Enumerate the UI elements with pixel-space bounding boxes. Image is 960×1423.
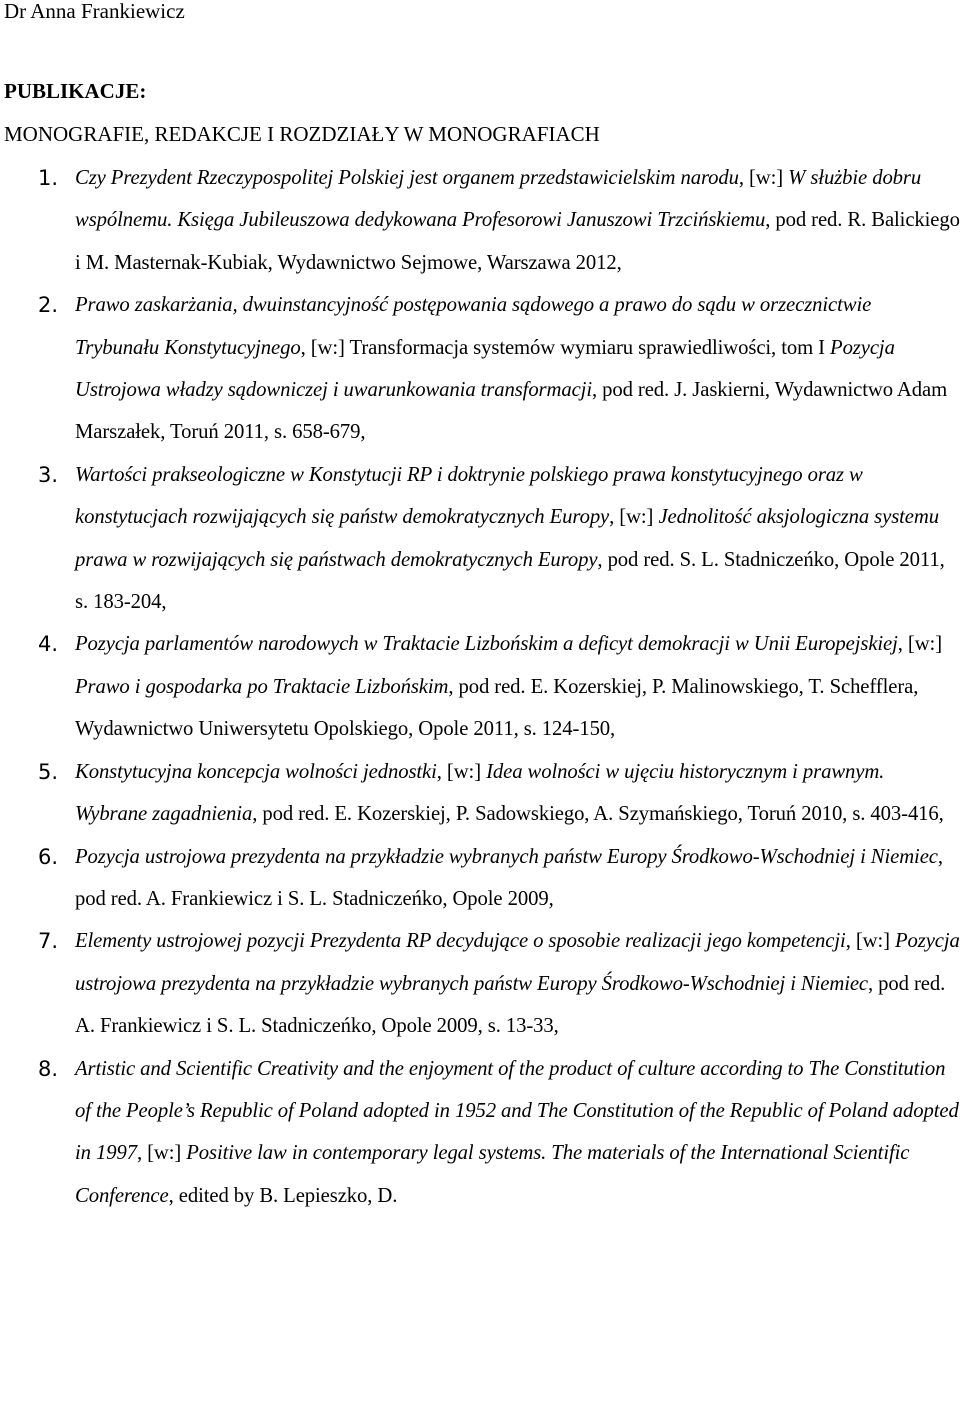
- item-number: 7.: [38, 929, 59, 954]
- work-title: Prawo zaskarżania, dwuinstancyjność postępowania sądowego a prawo do sądu w orzecznictwie Trybunału Konstytucyjnego: [75, 294, 872, 359]
- citation-text: , pod red. E. Kozerskiej, P. Sadowskiego, A. Szymańskiego, Toruń 2010, s. 403-416,: [252, 803, 944, 826]
- citation-text: , edited by B. Lepieszko, D.: [168, 1184, 398, 1207]
- item-citation: [75, 920, 960, 1047]
- citation-text: , pod red. A. Frankiewicz i S. L. Stadniczeńko, Opole 2009,: [75, 845, 943, 910]
- citation-text: , pod red. J. Jaskierni, Wydawnictwo Adam Marszałek, Toruń 2011, s. 658-679,: [75, 379, 948, 444]
- section-heading: MONOGRAFIE, REDAKCJE I ROZDZIAŁY W MONOGRAFIACH: [4, 122, 600, 146]
- citation-text: , [w:]: [436, 760, 487, 783]
- book-title: W służbie dobru wspólnemu. Księga Jubileuszowa dedykowana Profesorowi Januszowi Trzcińskiemu: [75, 167, 922, 232]
- citation-text: , [w:]: [136, 1142, 187, 1165]
- item-number: 5.: [38, 759, 59, 784]
- citation-text: , pod red. E. Kozerskiej, P. Malinowskiego, T. Schefflera, Wydawnictwo Uniwersytetu Opolskiego, Opole 2011, s. 124-150,: [75, 675, 919, 741]
- work-title: Konstytucyjna koncepcja wolności jednostki: [75, 760, 437, 783]
- item-number: 2.: [38, 293, 59, 318]
- publication-item: [0, 157, 960, 284]
- item-citation: [75, 836, 960, 921]
- publication-item: [0, 920, 960, 1047]
- publication-item: [0, 454, 960, 624]
- item-citation: [75, 454, 960, 624]
- work-title: Czy Prezydent Rzeczypospolitej Polskiej jest organem przedstawicielskim narodu: [75, 167, 739, 189]
- citation-text: , [w:]: [897, 633, 942, 656]
- citation-text: , pod red. A. Frankiewicz i S. L. Stadniczeńko, Opole 2009, s. 13-33,: [75, 972, 946, 1038]
- work-title: Pozycja parlamentów narodowych w Traktacie Lizbońskim a deficyt demokracji w Unii Europejskiej: [75, 633, 898, 656]
- publications-heading: PUBLIKACJE:: [4, 79, 147, 103]
- book-title: Prawo i gospodarka po Traktacie Lizbońskim: [75, 675, 449, 698]
- work-title: Pozycja ustrojowa prezydenta na przykładzie wybranych państw Europy Środkowo-Wschodniej i Niemiec: [75, 845, 938, 868]
- publication-item: [0, 623, 960, 750]
- book-title: Pozycja ustrojowa prezydenta na przykładzie wybranych państw Europy Środkowo-Wschodniej i Niemiec: [75, 930, 960, 995]
- publication-item: [0, 836, 960, 921]
- work-title: Artistic and Scientific Creativity and the enjoyment of the product of culture according to The Constitution of the People’s Republic of Poland adopted in 1952 and The Constitution of the Republic of Poland adopted in 1997: [75, 1057, 959, 1165]
- book-title: Pozycja Ustrojowa władzy sądowniczej i uwarunkowania transformacji: [75, 336, 895, 402]
- book-title: Idea wolności w ujęciu historycznym i prawnym. Wybrane zagadnienia: [75, 760, 885, 826]
- work-title: Elementy ustrojowej pozycji Prezydenta RP decydujące o sposobie realizacji jego kompetencji: [75, 930, 846, 953]
- book-title: Jednolitość aksjologiczna systemu prawa w rozwijających się państwach demokratycznych Europy: [75, 506, 939, 571]
- publication-item: [0, 751, 960, 836]
- citation-text: , [w:] Transformacja systemów wymiaru sprawiedliwości, tom I: [300, 336, 831, 359]
- work-title: Wartości prakseologiczne w Konstytucji RP i doktrynie polskiego prawa konstytucyjnego oraz w konstytucjach rozwijających się państw demokratycznych Europy: [75, 463, 863, 529]
- citation-text: , [w:]: [609, 506, 659, 529]
- item-number: 6.: [38, 844, 59, 869]
- item-citation: [75, 623, 960, 750]
- item-number: 3.: [38, 462, 59, 487]
- item-citation: [75, 157, 960, 284]
- author-name: Dr Anna Frankiewicz: [4, 0, 185, 23]
- citation-text: , [w:]: [738, 167, 789, 189]
- book-title: Positive law in contemporary legal systems. The materials of the International Scientific Conference: [75, 1142, 910, 1207]
- item-number: 1.: [38, 166, 59, 190]
- publication-item: [0, 1048, 960, 1218]
- item-number: 8.: [38, 1056, 59, 1081]
- citation-text: , pod red. R. Balickiego i M. Masternak-Kubiak, Wydawnictwo Sejmowe, Warszawa 2012,: [75, 209, 960, 274]
- publication-item: [0, 284, 960, 454]
- item-citation: [75, 284, 960, 454]
- item-number: 4.: [38, 632, 59, 657]
- item-citation: [75, 1048, 960, 1218]
- citation-text: , pod red. S. L. Stadniczeńko, Opole 2011, s. 183-204,: [75, 548, 945, 614]
- publication-list: [0, 157, 960, 1217]
- citation-text: , [w:]: [845, 930, 895, 953]
- item-citation: [75, 751, 960, 836]
